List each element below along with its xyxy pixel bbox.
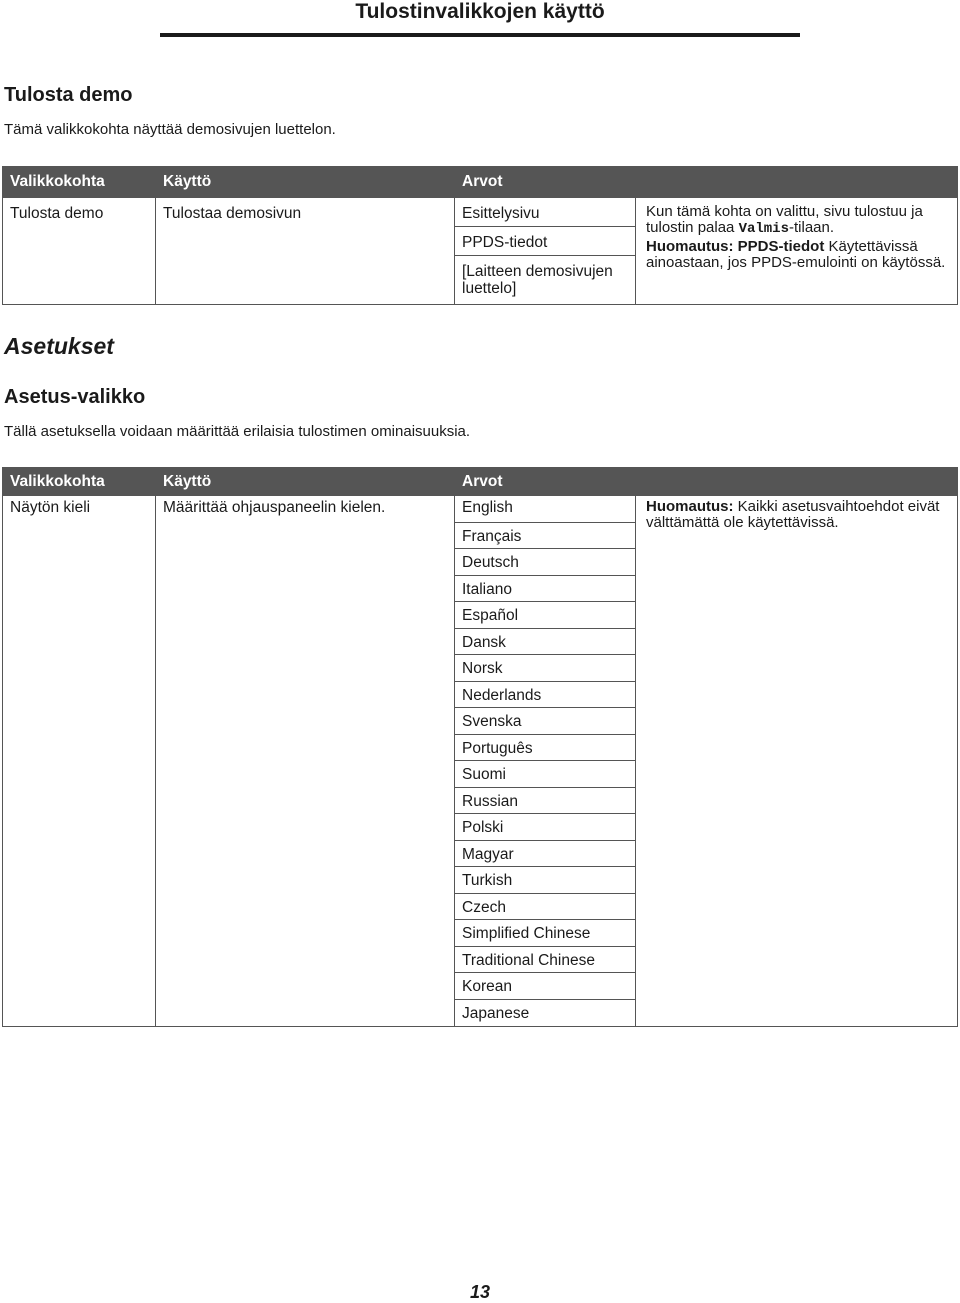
- usage-label: Määrittää ohjauspaneelin kielen.: [163, 499, 386, 516]
- language-option: Nederlands: [455, 682, 635, 709]
- language-option: Français: [455, 523, 635, 550]
- note-remark: [636, 237, 957, 271]
- language-option: Japanese: [462, 1004, 530, 1022]
- value-option: [Laitteen demosivujen luettelo]: [462, 263, 613, 297]
- page-header-title: Tulostinvalikkojen käyttö: [355, 0, 605, 23]
- note-remark-label: Huomautus:: [646, 498, 734, 515]
- cell-usage: [156, 496, 455, 1027]
- note-remark-text: Kaikki asetusvaihtoehdot eivät välttämättä ole käytettävissä.: [646, 498, 940, 531]
- column-header-item: Valikkokohta: [3, 167, 156, 198]
- section-heading-tulosta-demo: Tulosta demo: [4, 84, 133, 106]
- note-code: Valmis: [738, 221, 789, 237]
- language-option: Suomi: [455, 761, 635, 788]
- note-text-part: -tilaan.: [789, 219, 835, 236]
- item-label: Tulosta demo: [10, 205, 104, 222]
- language-option: Deutsch: [455, 549, 635, 576]
- language-option: Simplified Chinese: [455, 920, 635, 947]
- language-option: Español: [455, 602, 635, 629]
- language-option: Czech: [455, 894, 635, 921]
- column-header-item: Valikkokohta: [3, 468, 156, 496]
- language-option: Traditional Chinese: [455, 947, 635, 974]
- language-option: Português: [455, 735, 635, 762]
- language-option: Polski: [455, 814, 635, 841]
- usage-label: Tulostaa demosivun: [163, 205, 302, 222]
- note-text-part: Kun tämä kohta on valittu, sivu tulostuu ja tulostin palaa: [646, 203, 923, 236]
- note-remark: [636, 496, 957, 531]
- cell-item: [3, 496, 156, 1027]
- section-intro-asetukset: Tällä asetuksella voidaan määrittää erilaisia tulostimen ominaisuuksia.: [4, 423, 471, 440]
- table-header-row: [3, 468, 958, 496]
- language-option: English: [455, 496, 635, 523]
- column-header-values: Arvot: [455, 167, 958, 198]
- page-number: 13: [469, 1282, 491, 1302]
- header-rule: [160, 33, 800, 37]
- table-tulosta-demo: [2, 166, 958, 305]
- column-header-usage: Käyttö: [156, 167, 455, 198]
- language-option: Dansk: [455, 629, 635, 656]
- language-option: Russian: [455, 788, 635, 815]
- table-row: [3, 496, 958, 1027]
- language-option: Magyar: [455, 841, 635, 868]
- column-header-usage: Käyttö: [156, 468, 455, 496]
- item-label: Näytön kieli: [10, 499, 91, 516]
- language-option: Turkish: [455, 867, 635, 894]
- value-option: PPDS-tiedot: [455, 227, 635, 256]
- note-text: [636, 198, 957, 237]
- subheading-asetus-valikko: Asetus-valikko: [4, 386, 146, 408]
- note-remark-label: Huomautus: PPDS-tiedot: [646, 238, 825, 255]
- table-asetus-valikko: [2, 467, 958, 1027]
- cell-usage: [156, 198, 455, 305]
- value-option: Esittelysivu: [455, 198, 635, 227]
- cell-item: [3, 198, 156, 305]
- cell-note: [636, 496, 958, 1027]
- language-option: Italiano: [455, 576, 635, 603]
- note-remark-text: Käytettävissä ainoastaan, jos PPDS-emulointi on käytössä.: [646, 238, 946, 271]
- language-option: Svenska: [455, 708, 635, 735]
- table-row: [3, 198, 958, 305]
- language-option: Korean: [455, 973, 635, 1000]
- table-header-row: [3, 167, 958, 198]
- language-option: Norsk: [455, 655, 635, 682]
- cell-values: [455, 496, 636, 1027]
- section-intro-tulosta-demo: Tämä valikkokohta näyttää demosivujen luettelon.: [4, 121, 336, 138]
- column-header-values: Arvot: [455, 468, 958, 496]
- cell-note: [636, 198, 958, 305]
- cell-values: [455, 198, 636, 305]
- section-heading-asetukset: Asetukset: [4, 333, 114, 359]
